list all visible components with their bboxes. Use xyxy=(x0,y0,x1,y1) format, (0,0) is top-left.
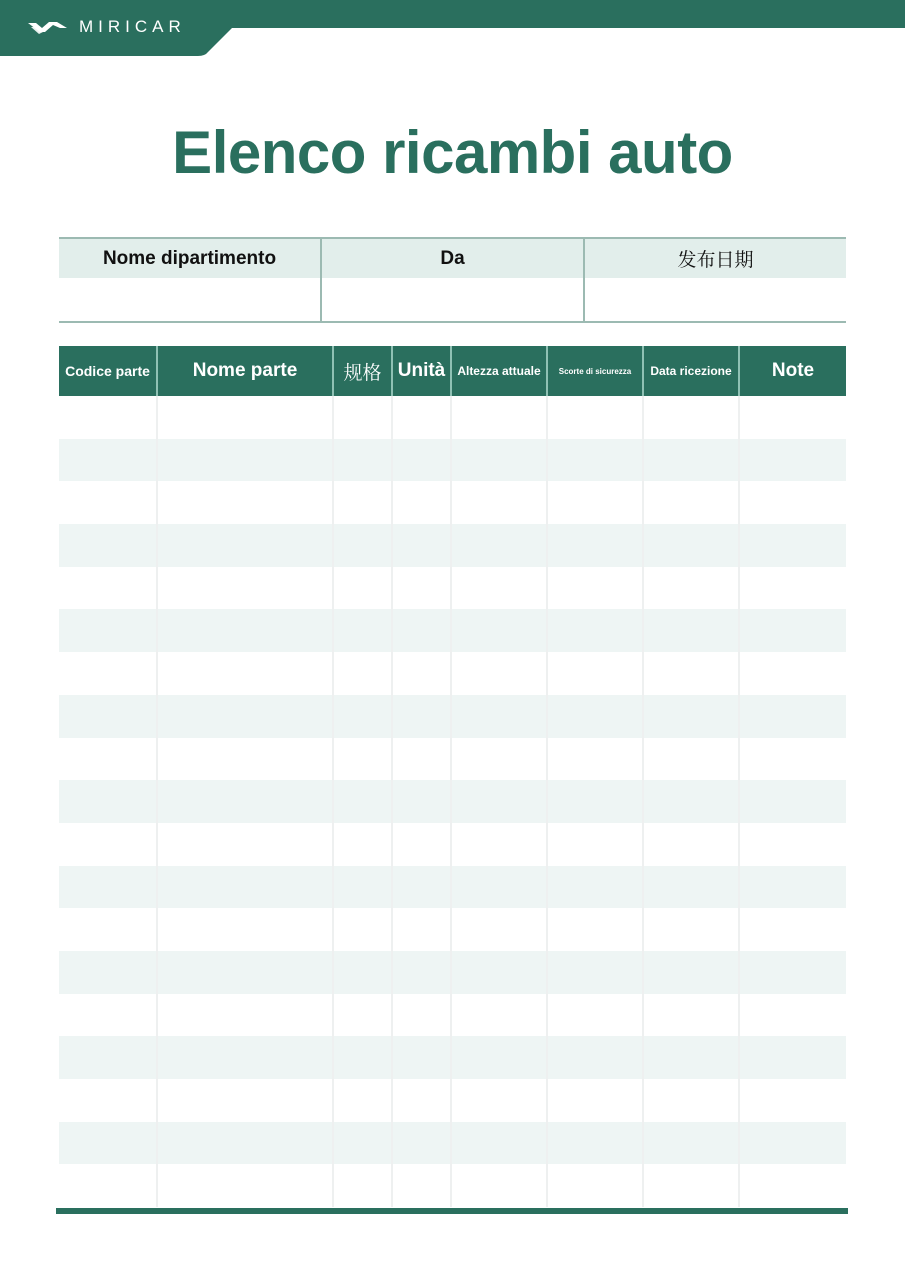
table-cell-part-name[interactable] xyxy=(158,951,334,994)
table-cell-part-code[interactable] xyxy=(59,951,158,994)
table-cell-receipt-date[interactable] xyxy=(644,738,740,781)
table-cell-notes[interactable] xyxy=(740,481,846,524)
table-cell-unit[interactable] xyxy=(393,396,452,439)
table-cell-specification[interactable] xyxy=(334,780,393,823)
table-cell-receipt-date[interactable] xyxy=(644,567,740,610)
table-cell-part-name[interactable] xyxy=(158,652,334,695)
table-cell-unit[interactable] xyxy=(393,567,452,610)
table-cell-unit[interactable] xyxy=(393,823,452,866)
table-cell-receipt-date[interactable] xyxy=(644,1079,740,1122)
column-header-notes: Note xyxy=(771,360,815,381)
table-cell-receipt-date[interactable] xyxy=(644,1036,740,1079)
table-cell-unit[interactable] xyxy=(393,738,452,781)
table-cell-notes[interactable] xyxy=(740,1122,846,1165)
table-cell-notes[interactable] xyxy=(740,609,846,652)
table-cell-receipt-date[interactable] xyxy=(644,951,740,994)
table-cell-current-height[interactable] xyxy=(452,908,548,951)
column-header-receipt-date: Data ricezione xyxy=(644,346,740,396)
table-cell-specification[interactable] xyxy=(334,951,393,994)
table-cell-specification[interactable] xyxy=(334,524,393,567)
table-cell-part-code[interactable] xyxy=(59,609,158,652)
footer-divider xyxy=(56,1208,848,1214)
table-cell-safety-stock[interactable] xyxy=(548,609,644,652)
table-cell-current-height[interactable] xyxy=(452,439,548,482)
info-table xyxy=(59,237,846,323)
table-row xyxy=(59,1164,846,1207)
table-cell-part-code[interactable] xyxy=(59,481,158,524)
table-cell-specification[interactable] xyxy=(334,738,393,781)
table-cell-notes[interactable] xyxy=(740,908,846,951)
table-cell-current-height[interactable] xyxy=(452,994,548,1037)
table-row xyxy=(59,695,846,738)
table-cell-part-code[interactable] xyxy=(59,1122,158,1165)
table-cell-safety-stock[interactable] xyxy=(548,695,644,738)
department-field[interactable] xyxy=(59,278,320,321)
table-row xyxy=(59,951,846,994)
table-cell-safety-stock[interactable] xyxy=(548,1036,644,1079)
table-cell-current-height[interactable] xyxy=(452,738,548,781)
table-cell-safety-stock[interactable] xyxy=(548,524,644,567)
table-cell-part-name[interactable] xyxy=(158,609,334,652)
table-cell-receipt-date[interactable] xyxy=(644,866,740,909)
table-row xyxy=(59,908,846,951)
table-cell-part-name[interactable] xyxy=(158,1164,334,1207)
table-cell-receipt-date[interactable] xyxy=(644,823,740,866)
table-cell-part-code[interactable] xyxy=(59,908,158,951)
parts-table-body xyxy=(59,396,846,1207)
table-cell-notes[interactable] xyxy=(740,652,846,695)
info-column-release-date xyxy=(585,239,846,321)
table-cell-specification[interactable] xyxy=(334,567,393,610)
table-cell-notes[interactable] xyxy=(740,994,846,1037)
table-cell-notes[interactable] xyxy=(740,1079,846,1122)
table-cell-part-name[interactable] xyxy=(158,695,334,738)
table-cell-safety-stock[interactable] xyxy=(548,396,644,439)
table-row xyxy=(59,524,846,567)
brand-name: MIRICAR xyxy=(79,17,186,36)
table-cell-current-height[interactable] xyxy=(452,609,548,652)
table-cell-receipt-date[interactable] xyxy=(644,780,740,823)
table-cell-specification[interactable] xyxy=(334,1164,393,1207)
from-field[interactable] xyxy=(322,278,583,321)
table-cell-part-name[interactable] xyxy=(158,1122,334,1165)
table-cell-part-code[interactable] xyxy=(59,866,158,909)
table-row xyxy=(59,780,846,823)
table-cell-unit[interactable] xyxy=(393,695,452,738)
table-cell-part-name[interactable] xyxy=(158,1079,334,1122)
table-cell-part-code[interactable] xyxy=(59,439,158,482)
table-cell-safety-stock[interactable] xyxy=(548,866,644,909)
table-cell-part-code[interactable] xyxy=(59,524,158,567)
table-row xyxy=(59,439,846,482)
info-header-release-date: 发布日期 xyxy=(585,239,846,278)
table-cell-safety-stock[interactable] xyxy=(548,951,644,994)
table-cell-safety-stock[interactable] xyxy=(548,908,644,951)
table-cell-specification[interactable] xyxy=(334,439,393,482)
table-cell-current-height[interactable] xyxy=(452,951,548,994)
table-cell-receipt-date[interactable] xyxy=(644,481,740,524)
table-cell-notes[interactable] xyxy=(740,1164,846,1207)
table-cell-part-name[interactable] xyxy=(158,738,334,781)
table-cell-notes[interactable] xyxy=(740,695,846,738)
table-cell-safety-stock[interactable] xyxy=(548,994,644,1037)
table-cell-notes[interactable] xyxy=(740,823,846,866)
table-cell-current-height[interactable] xyxy=(452,481,548,524)
table-cell-notes[interactable] xyxy=(740,396,846,439)
info-header-department: Nome dipartimento xyxy=(59,239,320,278)
table-row xyxy=(59,994,846,1037)
table-cell-specification[interactable] xyxy=(334,1122,393,1165)
table-row xyxy=(59,652,846,695)
table-cell-specification[interactable] xyxy=(334,1079,393,1122)
table-cell-part-code[interactable] xyxy=(59,994,158,1037)
table-cell-unit[interactable] xyxy=(393,951,452,994)
table-cell-part-code[interactable] xyxy=(59,695,158,738)
table-cell-notes[interactable] xyxy=(740,951,846,994)
table-cell-safety-stock[interactable] xyxy=(548,780,644,823)
table-cell-specification[interactable] xyxy=(334,908,393,951)
table-cell-current-height[interactable] xyxy=(452,1164,548,1207)
table-cell-receipt-date[interactable] xyxy=(644,396,740,439)
table-cell-notes[interactable] xyxy=(740,738,846,781)
table-cell-unit[interactable] xyxy=(393,481,452,524)
wave-chevron-logo-icon xyxy=(27,17,69,37)
release-date-field[interactable] xyxy=(585,278,846,321)
table-cell-safety-stock[interactable] xyxy=(548,481,644,524)
table-cell-specification[interactable] xyxy=(334,609,393,652)
brand-logo xyxy=(27,17,186,37)
column-header-part-code: Codice parte xyxy=(59,346,158,396)
table-cell-part-code[interactable] xyxy=(59,738,158,781)
table-cell-receipt-date[interactable] xyxy=(644,908,740,951)
column-header-specification: 规格 xyxy=(334,346,393,396)
table-cell-part-code[interactable] xyxy=(59,823,158,866)
table-cell-safety-stock[interactable] xyxy=(548,1079,644,1122)
table-cell-part-code[interactable] xyxy=(59,1079,158,1122)
table-cell-specification[interactable] xyxy=(334,481,393,524)
table-cell-current-height[interactable] xyxy=(452,866,548,909)
parts-table xyxy=(59,346,846,1207)
table-cell-receipt-date[interactable] xyxy=(644,1122,740,1165)
table-cell-part-code[interactable] xyxy=(59,1164,158,1207)
column-header-part-name: Nome parte xyxy=(158,346,334,396)
table-cell-receipt-date[interactable] xyxy=(644,439,740,482)
table-cell-notes[interactable] xyxy=(740,524,846,567)
table-row xyxy=(59,1079,846,1122)
table-row xyxy=(59,1036,846,1079)
info-header-from: Da xyxy=(322,239,583,278)
table-cell-receipt-date[interactable] xyxy=(644,524,740,567)
parts-table-header xyxy=(59,346,846,396)
table-cell-receipt-date[interactable] xyxy=(644,695,740,738)
table-cell-part-name[interactable] xyxy=(158,823,334,866)
table-cell-part-code[interactable] xyxy=(59,780,158,823)
table-cell-specification[interactable] xyxy=(334,695,393,738)
table-cell-specification[interactable] xyxy=(334,823,393,866)
table-cell-part-name[interactable] xyxy=(158,439,334,482)
table-row xyxy=(59,567,846,610)
table-cell-part-name[interactable] xyxy=(158,780,334,823)
table-row xyxy=(59,866,846,909)
table-cell-part-code[interactable] xyxy=(59,396,158,439)
table-cell-safety-stock[interactable] xyxy=(548,567,644,610)
table-cell-safety-stock[interactable] xyxy=(548,738,644,781)
table-cell-unit[interactable] xyxy=(393,439,452,482)
table-cell-current-height[interactable] xyxy=(452,780,548,823)
table-cell-safety-stock[interactable] xyxy=(548,1122,644,1165)
table-cell-part-code[interactable] xyxy=(59,652,158,695)
table-cell-part-name[interactable] xyxy=(158,396,334,439)
table-cell-notes[interactable] xyxy=(740,780,846,823)
column-header-current-height: Altezza attuale xyxy=(452,346,548,396)
table-row xyxy=(59,481,846,524)
table-cell-notes[interactable] xyxy=(740,567,846,610)
table-cell-safety-stock[interactable] xyxy=(548,652,644,695)
table-cell-current-height[interactable] xyxy=(452,524,548,567)
table-cell-part-name[interactable] xyxy=(158,524,334,567)
table-cell-receipt-date[interactable] xyxy=(644,1164,740,1207)
column-header-unit: Unità xyxy=(393,346,452,396)
table-cell-current-height[interactable] xyxy=(452,652,548,695)
table-row xyxy=(59,738,846,781)
table-cell-unit[interactable] xyxy=(393,1122,452,1165)
info-column-department xyxy=(59,239,322,321)
table-cell-current-height[interactable] xyxy=(452,567,548,610)
table-cell-current-height[interactable] xyxy=(452,695,548,738)
table-cell-specification[interactable] xyxy=(334,396,393,439)
table-row xyxy=(59,1122,846,1165)
table-cell-unit[interactable] xyxy=(393,1079,452,1122)
table-cell-unit[interactable] xyxy=(393,994,452,1037)
info-column-from xyxy=(322,239,585,321)
table-cell-current-height[interactable] xyxy=(452,1079,548,1122)
table-cell-specification[interactable] xyxy=(334,994,393,1037)
table-cell-unit[interactable] xyxy=(393,780,452,823)
table-cell-current-height[interactable] xyxy=(452,396,548,439)
table-cell-receipt-date[interactable] xyxy=(644,652,740,695)
table-cell-current-height[interactable] xyxy=(452,1122,548,1165)
table-cell-unit[interactable] xyxy=(393,1164,452,1207)
table-cell-unit[interactable] xyxy=(393,1036,452,1079)
table-cell-part-name[interactable] xyxy=(158,866,334,909)
table-cell-specification[interactable] xyxy=(334,1036,393,1079)
table-cell-safety-stock[interactable] xyxy=(548,439,644,482)
column-header-safety-stock: Scorte di sicurezza xyxy=(548,346,644,396)
table-cell-part-name[interactable] xyxy=(158,481,334,524)
header-banner xyxy=(0,0,905,56)
table-cell-safety-stock[interactable] xyxy=(548,823,644,866)
table-cell-unit[interactable] xyxy=(393,524,452,567)
table-cell-notes[interactable] xyxy=(740,1036,846,1079)
table-cell-part-name[interactable] xyxy=(158,908,334,951)
table-cell-unit[interactable] xyxy=(393,866,452,909)
table-cell-unit[interactable] xyxy=(393,652,452,695)
table-cell-part-name[interactable] xyxy=(158,567,334,610)
table-row xyxy=(59,396,846,439)
table-cell-specification[interactable] xyxy=(334,652,393,695)
table-cell-safety-stock[interactable] xyxy=(548,1164,644,1207)
table-cell-specification[interactable] xyxy=(334,866,393,909)
table-cell-receipt-date[interactable] xyxy=(644,609,740,652)
page-title: Elenco ricambi auto xyxy=(172,119,733,186)
table-cell-part-name[interactable] xyxy=(158,994,334,1037)
table-cell-unit[interactable] xyxy=(393,908,452,951)
table-cell-part-name[interactable] xyxy=(158,1036,334,1079)
table-cell-notes[interactable] xyxy=(740,439,846,482)
table-cell-current-height[interactable] xyxy=(452,823,548,866)
table-cell-part-code[interactable] xyxy=(59,567,158,610)
table-cell-part-code[interactable] xyxy=(59,1036,158,1079)
table-row xyxy=(59,609,846,652)
table-cell-receipt-date[interactable] xyxy=(644,994,740,1037)
table-cell-unit[interactable] xyxy=(393,609,452,652)
table-row xyxy=(59,823,846,866)
table-cell-notes[interactable] xyxy=(740,866,846,909)
table-cell-current-height[interactable] xyxy=(452,1036,548,1079)
